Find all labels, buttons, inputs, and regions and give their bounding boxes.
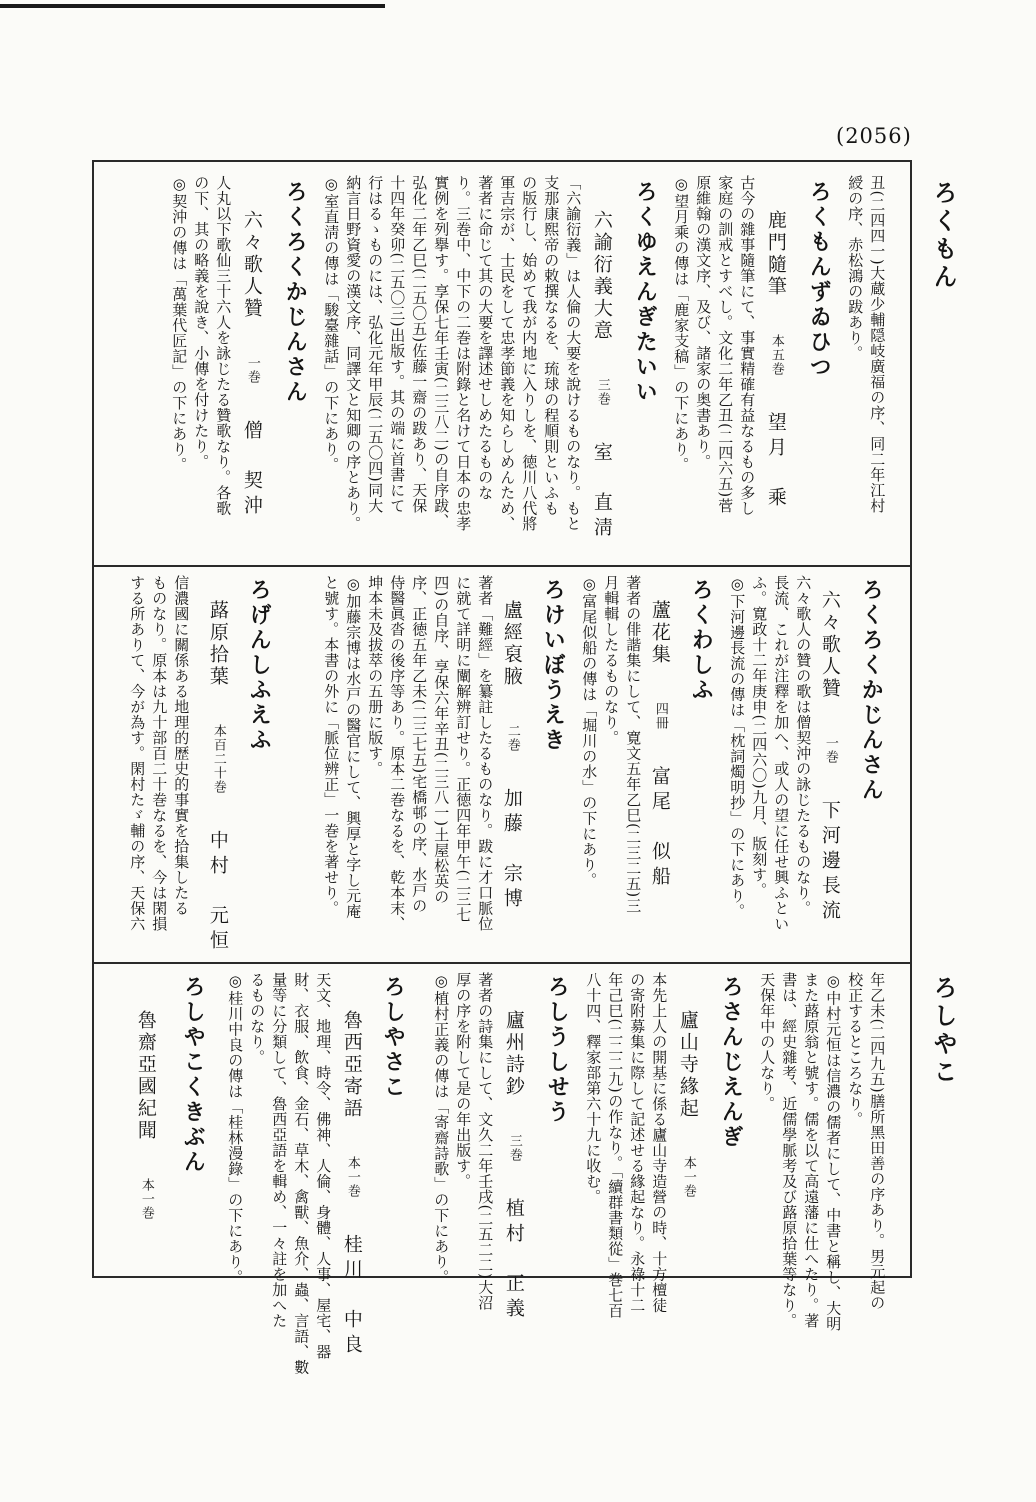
entry-author: 桂川 中良	[340, 1234, 363, 1359]
entry-heading-kana: ろくもんずゐひつ	[806, 180, 833, 380]
text-column: 量等に分類して、魯西亞語を輯め、一々註を加へた	[270, 972, 289, 1329]
text-column: 長流、これが注釋を加へ、或人の望に任せ興ふとい	[772, 575, 791, 932]
text-column: 天文、地理、時令、佛神、人倫、身體、人事、屋宅、器	[314, 972, 333, 1360]
text-column: 序、正徳五年乙未(二三七五)宅橋邨の序、水戸の	[410, 575, 429, 914]
entry-title: 盧經裒腋	[500, 600, 523, 688]
text-column: 信濃國に關係ある地理的歴史的事實を拾集したる	[172, 575, 191, 916]
text-column: 著者の詩集にして、文久二年壬戌(二五二二)大沼	[476, 972, 495, 1311]
text-column: 厚の序を附して是の年出版す。	[454, 972, 473, 1189]
text-column: ふ。寛政十二年庚申(二四六〇)九月、版刻す。	[750, 575, 769, 898]
text-column: の寄附募集に際して記述せる緣起なり。永祿十二	[628, 972, 647, 1313]
text-column: ◎桂川中良の傳は「桂林漫錄」の下にあり。	[226, 972, 245, 1285]
text-column: 丑(二四四一)大蔵少輔隠岐廣福の序、同二年江村	[868, 175, 887, 514]
text-column: する所ありて、今が為す。閑村たゞ輔の序、天保六	[128, 575, 147, 932]
section-divider-2	[92, 962, 912, 964]
entry-title-line	[240, 210, 262, 550]
entry-title: 六諭衍義大意	[590, 210, 613, 342]
text-column: ◎望月乘の傳は「鹿家支稿」の下にあり。	[672, 175, 691, 473]
running-header-left: ろしやこ	[929, 975, 958, 1087]
text-column: 年乙未(二四九五)膳所黑田善の序あり。男元起の	[868, 972, 887, 1311]
text-column: ◎中村元恒は信濃の儒者にして、中書と稱し、大明	[824, 972, 843, 1332]
running-header-right: ろくもん	[929, 180, 958, 292]
section-divider-1	[92, 565, 912, 567]
text-column: 支那康熙帝の敕撰なるを、琉球の程順則といふも	[542, 175, 561, 516]
text-column: ◎室直淸の傳は「駿臺雜話」の下にあり。	[322, 175, 341, 473]
entry-volumes: 三巻	[594, 378, 610, 406]
entry-author: 植村 正義	[502, 1198, 525, 1323]
text-column: 人丸以下歌仙三十六人を詠じたる贊歌なり。各歌	[214, 175, 233, 516]
text-column: 家庭の訓戒とすべし。文化二年乙丑(二四六五)菅	[716, 175, 735, 514]
entry-heading-kana: ろくろくかじんさん	[282, 180, 309, 405]
entry-volumes: 本一巻	[680, 1156, 696, 1198]
text-column: ◎契沖の傳は「萬葉代匠記」の下にあり。	[170, 175, 189, 473]
text-column: 實例を列擧す。享保七年壬寅(二三八二)の自序跋、	[432, 175, 451, 529]
entry-title: 魯齋亞國紀聞	[134, 1010, 157, 1142]
entry-heading-kana: ろげんしふえふ	[246, 578, 273, 753]
text-column: 書は、經史雜考、近儒學脈考及び蕗原拾葉等なり。	[780, 972, 799, 1329]
entry-author: 加藤 宗博	[500, 788, 523, 913]
text-column: 著者に命じて其の大要を譯述せしめたるものな	[476, 175, 495, 501]
text-column: 四)の自序、享保六年辛丑(二三八一)土屋松英の	[432, 575, 451, 905]
entry-author: 室 直淸	[590, 442, 613, 542]
text-column: 著者の俳諧集にして、寛文五年乙巳(二三二五)三	[624, 575, 643, 914]
entry-title: 魯西亞寄語	[340, 1010, 363, 1120]
entry-title-line	[502, 1010, 525, 1323]
text-column: の版行し、始めて我が内地に入りしを、徳川八代將	[520, 175, 539, 532]
text-column: 月輯輯したるものなり。	[602, 575, 621, 746]
text-column: 弘化二年乙巳(二五〇五)佐藤一齋の跋あり、天保	[410, 175, 429, 514]
entry-heading-kana: ろけいぼうえき	[540, 578, 567, 753]
text-column: 坤本未及拔萃の五册に版す。	[366, 575, 385, 777]
entry-title-line	[340, 1010, 363, 1359]
entry-author: 望月 乘	[764, 412, 787, 512]
page-number: (2056)	[836, 124, 912, 148]
entry-author: 中村 元恒	[206, 830, 229, 955]
entry-volumes: 四冊	[652, 702, 668, 730]
text-column: 財、衣服、飲食、金石、草木、禽獸、魚介、蟲、言語、數	[292, 972, 311, 1375]
entry-heading-kana: ろくろくかじんさん	[858, 578, 885, 803]
entry-heading-kana: ろしやさこ	[380, 975, 407, 1100]
text-column: 校正するところなり。	[846, 972, 865, 1127]
entry-title: 廬山寺緣起	[676, 1010, 699, 1120]
entry-title: 廬州詩鈔	[502, 1010, 525, 1098]
entry-title-line	[134, 1010, 156, 1270]
text-column: の下、其の略義を說き、小傳を付けたり。	[192, 175, 211, 470]
entry-heading-kana: ろくわしふ	[688, 578, 715, 703]
entry-title-line	[648, 600, 670, 950]
entry-heading-kana: ろさんじえんぎ	[718, 975, 745, 1150]
entry-title: 鹿門隨筆	[764, 210, 787, 298]
text-column: ◎植村正義の傳は「寄齋詩歌」の下にあり。	[432, 972, 451, 1285]
entry-volumes: 本五巻	[768, 334, 784, 376]
entry-title-line	[818, 590, 840, 950]
text-column: 古今の雜事隨筆にて、事實精確有益なるもの多し	[738, 175, 757, 516]
text-column: に就て詳明に闡解辨訂せり。正徳四年甲午(二三七	[454, 575, 473, 923]
entry-heading-kana: ろくゆえんぎたいい	[632, 180, 659, 405]
text-column: と號す。本書の外に「脈位辨正」一巻を著せり。	[322, 575, 341, 916]
text-column: 著者「難經」を纂註したるものなり。跋に才口脈位	[476, 575, 495, 932]
text-column: 侍醫眞沓の後序等あり。原本二巻なるを、乾本末、	[388, 575, 407, 932]
text-column: 十四年癸卯(二五〇三)出版す。其の端に首書にて	[388, 175, 407, 514]
entry-heading-kana: ろしやこくきぶん	[180, 975, 207, 1175]
text-column: 行はるゝものには、弘化元年甲辰(二五〇四)同大	[366, 175, 385, 514]
text-column: また蕗原翁と號す。儒を以て高遠藩に仕へたり。著	[802, 972, 821, 1329]
entry-volumes: 本一巻	[138, 1178, 154, 1220]
entry-author: 下河邊長流	[818, 800, 841, 925]
entry-volumes: 本一巻	[344, 1156, 360, 1198]
entry-heading-kana: ろしうしせう	[544, 975, 571, 1125]
entry-title-line	[764, 210, 786, 550]
text-column: 綬の序、赤松鴻の跋あり。	[846, 175, 865, 361]
top-rule	[0, 4, 385, 8]
text-column: り。三巻中、中下の二巻は附錄と名けて日本の忠孝	[454, 175, 473, 532]
text-column: ものなり。原本は九十部百二十巻なるを、今は閑損	[150, 575, 169, 932]
text-column: 本先上人の開基に係る廬山寺造營の時、十方檀徒	[650, 972, 669, 1313]
entry-title: 蘆花集	[648, 600, 671, 666]
text-column: ◎下河邊長流の傳は「枕詞燭明抄」の下にあり。	[728, 575, 747, 919]
text-column: 軍吉宗が、士民をして忠孝節義を知らしめんため、	[498, 175, 517, 532]
entry-title: 蕗原拾葉	[206, 600, 229, 688]
entry-title: 六々歌人贊	[818, 590, 841, 700]
entry-title: 六々歌人贊	[240, 210, 263, 320]
entry-title-line	[500, 600, 522, 950]
entry-volumes: 一巻	[822, 736, 838, 764]
text-column: 天保年中の人なり。	[758, 972, 777, 1112]
text-column: 原維翰の漢文序、及び、諸家の奥書あり。	[694, 175, 713, 470]
text-column: ◎加藤宗博は水戸の醫官にして、興厚と字し元庵	[344, 575, 363, 919]
entry-author: 富尾 似船	[648, 766, 671, 891]
text-column: 六々歌人の贊の歌は僧契沖の詠じたるものなり。	[794, 575, 813, 916]
entry-volumes: 二巻	[504, 724, 520, 752]
entry-author: 僧 契沖	[240, 420, 263, 520]
entry-volumes: 一巻	[244, 356, 260, 384]
entry-title-line	[676, 1010, 698, 1270]
text-column: 納言日野資愛の漢文序、同譯文と知卿の序とあり。	[344, 175, 363, 532]
text-column: 年己巳(二二二九)の作なり。「續群書類從」巻七百	[606, 972, 625, 1319]
text-column: 「六諭衍義」は人倫の大要を說けるものなり。もと	[564, 175, 583, 532]
entry-volumes: 三巻	[506, 1134, 522, 1162]
entry-title-line	[590, 210, 612, 550]
text-column: るものなり。	[248, 972, 267, 1065]
text-column: 八十四、釋家部第六十九に收む。	[584, 972, 603, 1205]
entry-volumes: 本百二十巻	[210, 724, 226, 794]
text-column: ◎富尾似船の傳は「堀川の水」の下にあり。	[580, 575, 599, 888]
entry-title-line	[206, 600, 229, 955]
